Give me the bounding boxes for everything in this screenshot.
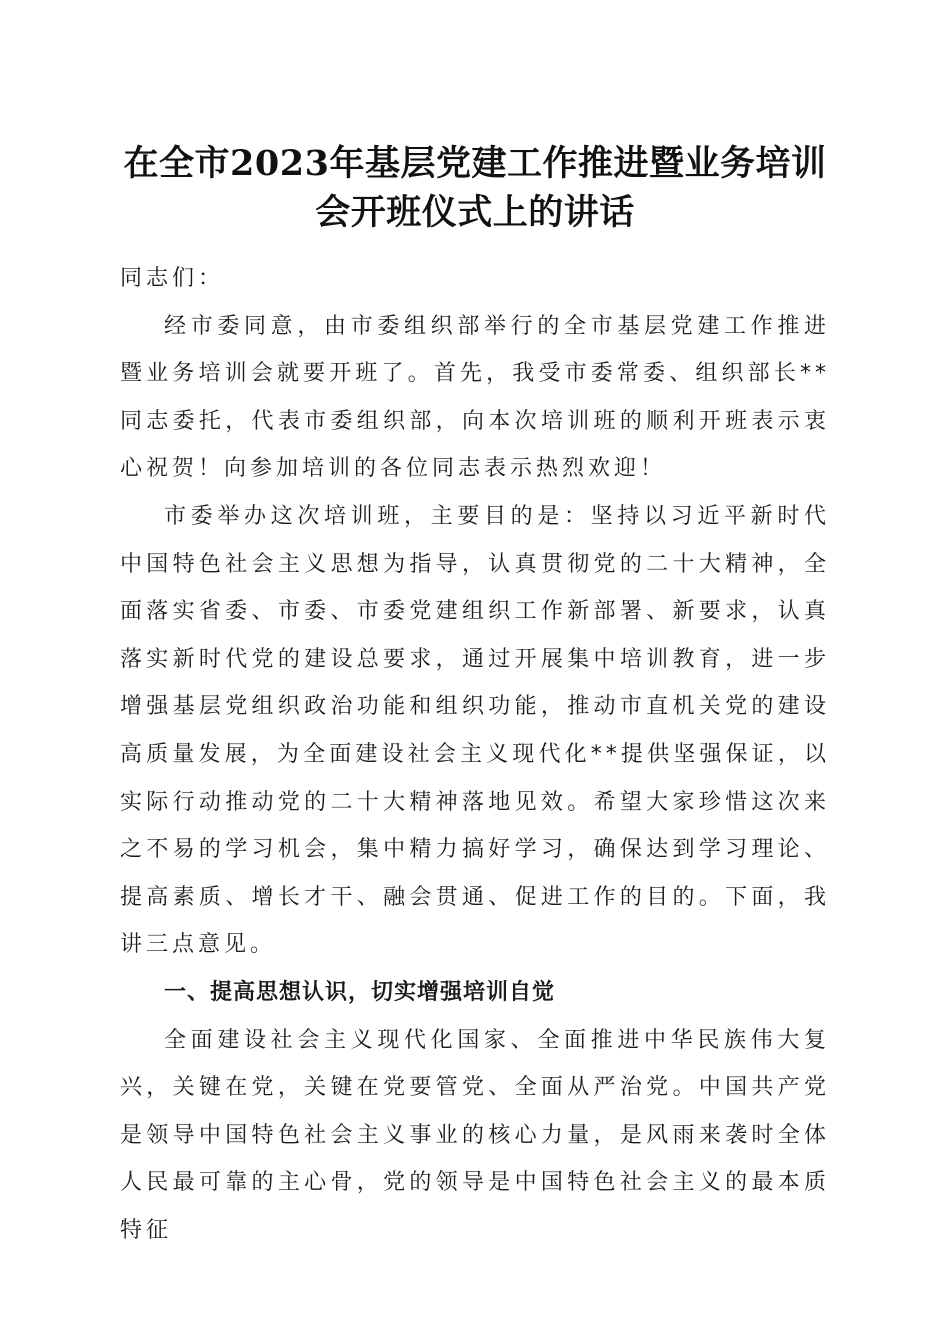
paragraph-section-1: 全面建设社会主义现代化国家、全面推进中华民族伟大复兴，关键在党，关键在党要管党、全面从严治党。中国共产党是领导中国特色社会主义事业的核心力量，是风雨来袭时全体人民最可靠的主心骨，党的领导是中国特色社会主义的最本质特征	[120, 1027, 830, 1243]
document-title-line-1: 在全市2023年基层党建工作推进暨业务培训	[123, 143, 827, 184]
document-body	[120, 255, 830, 1254]
section-heading-1: 一、提高思想认识，切实增强培训自觉	[164, 979, 556, 1005]
document-title-line-2: 会开班仪式上的讲话	[315, 192, 635, 233]
paragraph-purpose: 市委举办这次培训班，主要目的是：坚持以习近平新时代中国特色社会主义思想为指导，认真贯彻党的二十大精神，全面落实省委、市委、市委党建组织工作新部署、新要求，认真落实新时代党的建设总要求，通过开展集中培训教育，进一步增强基层党组织政治功能和组织功能，推动市直机关党的建设高质量发展，为全面建设社会主义现代化**提供坚强保证，以实际行动推动党的二十大精神落地见效。希望大家珍惜这次来之不易的学习机会，集中精力搞好学习，确保达到学习理论、提高素质、增长才干、融会贯通、促进工作的目的。下面，我讲三点意见。	[120, 503, 830, 958]
salutation: 同志们：	[120, 266, 225, 291]
paragraph-opening: 经市委同意，由市委组织部举行的全市基层党建工作推进暨业务培训会就要开班了。首先，我受市委常委、组织部长**同志委托，代表市委组织部，向本次培训班的顺利开班表示衷心祝贺！向参加培训的各位同志表示热烈欢迎！	[120, 313, 830, 482]
